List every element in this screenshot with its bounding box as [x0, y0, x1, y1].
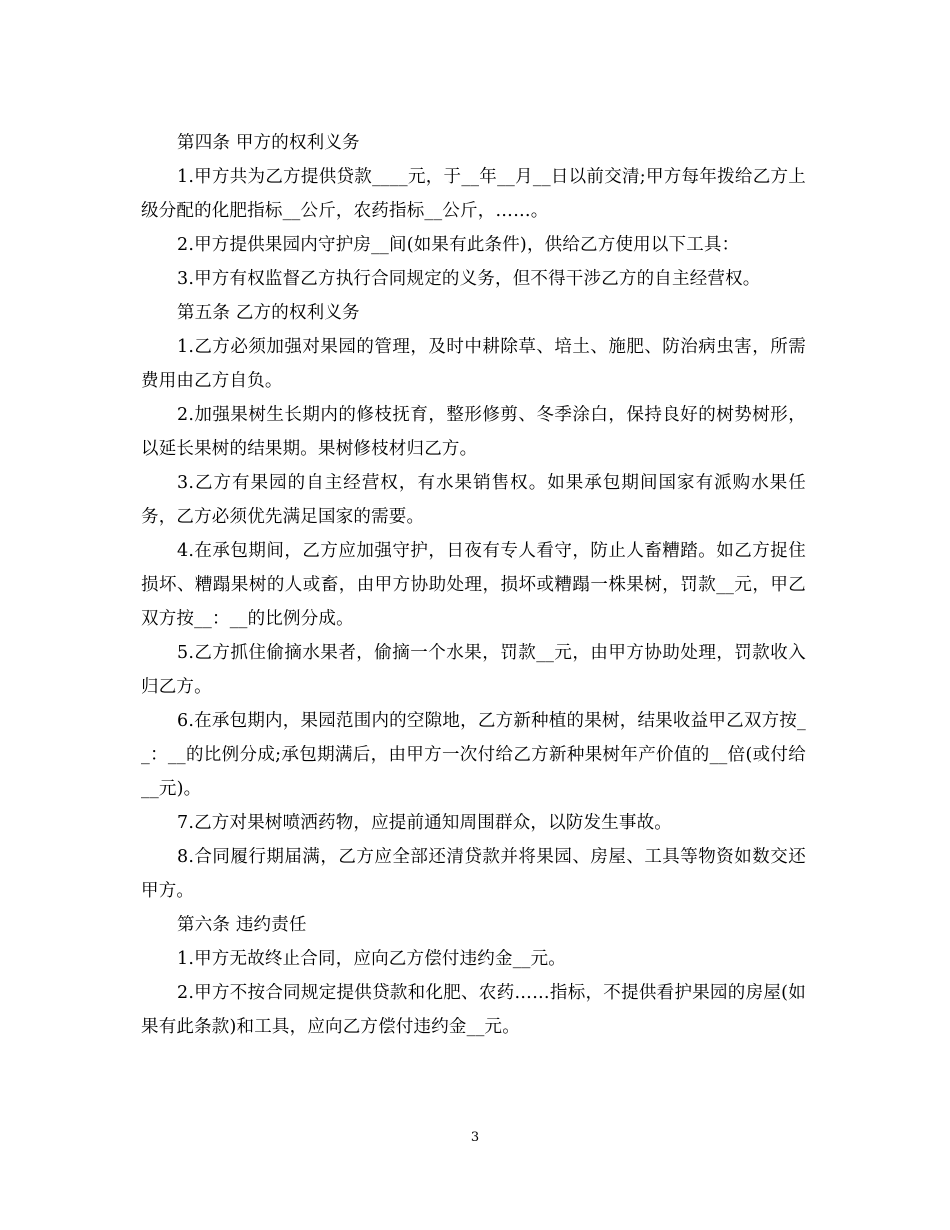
clause-5-4: 4.在承包期间，乙方应加强守护，日夜有专人看守，防止人畜糟踏。如乙方捉住损坏、糟蹋果树的人或畜，由甲方协助处理，损坏或糟蹋一株果树，罚款__元，甲乙双方按__：__的比例分成。	[141, 541, 806, 629]
clause-5-6: 6.在承包期内，果园范围内的空隙地，乙方新种植的果树，结果收益甲乙双方按__：__的比例分成;承包期满后，由甲方一次付给乙方新种果树年产价值的__倍(或付给__元)。	[141, 711, 806, 799]
clause-5-8: 8.合同履行期届满，乙方应全部还清贷款并将果园、房屋、工具等物资如数交还甲方。	[141, 847, 806, 901]
clause-4-2: 2.甲方提供果园内守护房__间(如果有此条件)，供给乙方使用以下工具：	[177, 235, 740, 255]
clause-5-1: 1.乙方必须加强对果园的管理，及时中耕除草、培土、施肥、防治病虫害，所需费用由乙方自负。	[141, 337, 806, 391]
section-heading-article-6: 第六条 违约责任	[177, 915, 307, 935]
clause-4-3: 3.甲方有权监督乙方执行合同规定的义务，但不得干涉乙方的自主经营权。	[177, 269, 761, 289]
clause-4-1: 1.甲方共为乙方提供贷款____元，于__年__月__日以前交清;甲方每年拨给乙方上级分配的化肥指标__公斤，农药指标__公斤，……。	[141, 167, 806, 221]
clause-5-2: 2.加强果树生长期内的修枝抚育，整形修剪、冬季涂白，保持良好的树势树形，以延长果树的结果期。果树修枝材归乙方。	[141, 405, 806, 459]
clause-6-2: 2.甲方不按合同规定提供贷款和化肥、农药……指标，不提供看护果园的房屋(如果有此条款)和工具，应向乙方偿付违约金__元。	[141, 983, 806, 1037]
section-heading-article-5: 第五条 乙方的权利义务	[177, 303, 360, 323]
page-number: 3	[470, 1130, 480, 1145]
clause-5-3: 3.乙方有果园的自主经营权，有水果销售权。如果承包期间国家有派购水果任务，乙方必须优先满足国家的需要。	[141, 473, 806, 527]
clause-5-7: 7.乙方对果树喷洒药物，应提前通知周围群众，以防发生事故。	[177, 813, 672, 833]
clause-5-5: 5.乙方抓住偷摘水果者，偷摘一个水果，罚款__元，由甲方协助处理，罚款收入归乙方。	[141, 643, 806, 697]
clause-6-1: 1.甲方无故终止合同，应向乙方偿付违约金__元。	[177, 949, 566, 969]
section-heading-article-4: 第四条 甲方的权利义务	[177, 133, 360, 153]
document-body	[141, 126, 806, 1044]
